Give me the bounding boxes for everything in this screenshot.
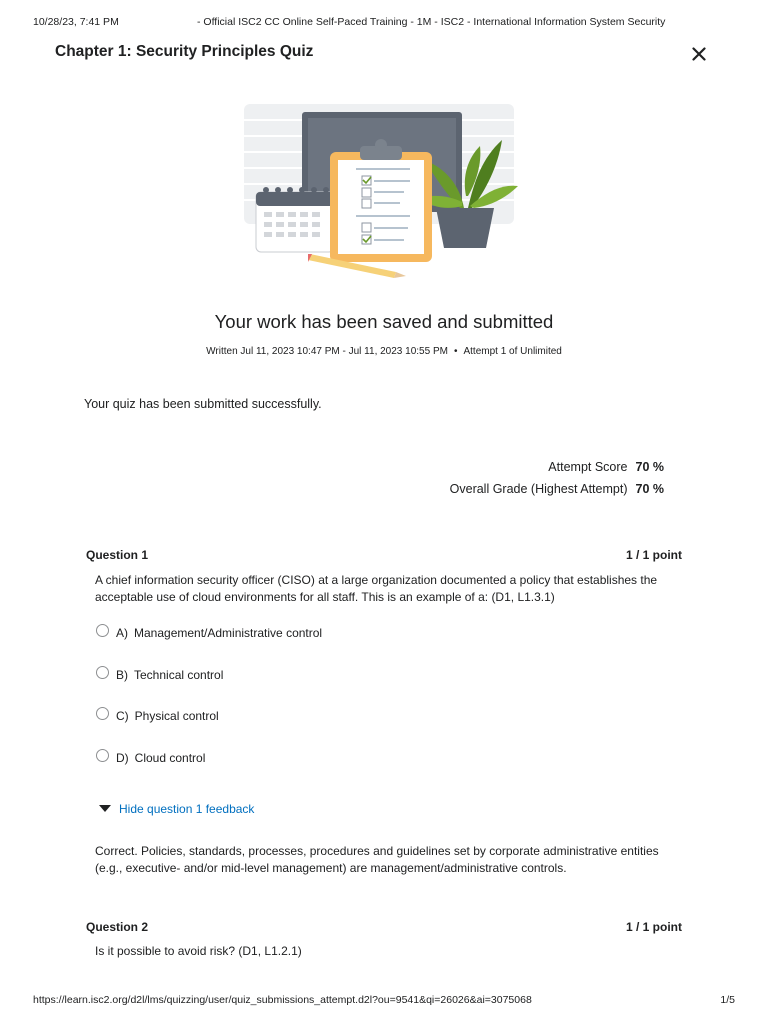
attempt-score-label: Attempt Score bbox=[548, 460, 628, 474]
overall-grade-label: Overall Grade (Highest Attempt) bbox=[449, 482, 628, 496]
choice-letter: C) bbox=[116, 709, 129, 723]
question-points: 1 / 1 point bbox=[625, 548, 682, 562]
close-button[interactable] bbox=[688, 44, 710, 64]
overall-grade-row bbox=[450, 482, 664, 496]
question-points: 1 / 1 point bbox=[625, 920, 682, 934]
attempt-count: Attempt 1 of Unlimited bbox=[463, 346, 562, 357]
print-footer bbox=[33, 994, 735, 1008]
overall-grade-value: 70 % bbox=[635, 482, 664, 496]
choice-letter: A) bbox=[116, 626, 128, 640]
choice-d[interactable] bbox=[96, 749, 205, 767]
submission-heading: Your work has been saved and submitted bbox=[214, 311, 554, 332]
print-document-title: - Official ISC2 CC Online Self-Paced Training - 1M - ISC2 - International Information System Security bbox=[197, 16, 666, 28]
clipboard-checklist-icon bbox=[330, 139, 432, 262]
radio-button[interactable] bbox=[96, 624, 109, 637]
choice-b[interactable] bbox=[96, 666, 223, 684]
question-1-header bbox=[86, 548, 682, 564]
question-2-text: Is it possible to avoid risk? (D1, L1.2.1) bbox=[95, 944, 302, 958]
separator-bullet: • bbox=[453, 346, 458, 357]
print-page-number: 1/5 bbox=[720, 994, 735, 1006]
question-1-feedback: Correct. Policies, standards, processes, procedures and guidelines set by corporate administrative entities (e.g., executive- and/or mid-level management) are management/administrative controls. bbox=[95, 844, 659, 875]
written-timestamp: Written Jul 11, 2023 10:47 PM - Jul 11, 2023 10:55 PM bbox=[206, 346, 448, 357]
question-1-text: A chief information security officer (CISO) at a large organization documented a policy that establishes the acceptable use of cloud environments for all staff. This is an example of a: (D1, L1.3.1) bbox=[95, 573, 658, 604]
choice-c[interactable] bbox=[96, 707, 219, 725]
choice-letter: B) bbox=[116, 668, 128, 682]
print-date: 10/28/23, 7:41 PM bbox=[33, 16, 119, 28]
radio-button[interactable] bbox=[96, 666, 109, 679]
radio-button[interactable] bbox=[96, 749, 109, 762]
choice-text: Cloud control bbox=[134, 751, 206, 765]
choice-text: Technical control bbox=[134, 668, 224, 682]
question-number: Question 2 bbox=[86, 920, 149, 934]
attempt-score-value: 70 % bbox=[635, 460, 664, 474]
calendar-icon bbox=[256, 187, 334, 252]
quiz-title: Chapter 1: Security Principles Quiz bbox=[55, 43, 314, 60]
print-url: https://learn.isc2.org/d2l/lms/quizzing/user/quiz_submissions_attempt.d2l?ou=9541&qi=26026&ai=3075068 bbox=[33, 994, 532, 1006]
hide-feedback-link[interactable]: Hide question 1 feedback bbox=[119, 802, 255, 816]
quiz-complete-illustration bbox=[224, 96, 544, 282]
question-2-header bbox=[86, 920, 682, 936]
radio-button[interactable] bbox=[96, 707, 109, 720]
hide-feedback-toggle[interactable] bbox=[99, 802, 254, 816]
choice-text: Management/Administrative control bbox=[134, 626, 323, 640]
question-number: Question 1 bbox=[86, 548, 149, 562]
caret-down-icon bbox=[99, 805, 111, 813]
close-icon bbox=[692, 47, 706, 61]
choice-text: Physical control bbox=[134, 709, 219, 723]
attempt-meta bbox=[0, 346, 768, 357]
attempt-score-row bbox=[548, 460, 664, 474]
submission-message: Your quiz has been submitted successfully. bbox=[84, 397, 322, 411]
choice-a[interactable] bbox=[96, 624, 322, 642]
print-header bbox=[33, 16, 735, 30]
choice-letter: D) bbox=[116, 751, 129, 765]
